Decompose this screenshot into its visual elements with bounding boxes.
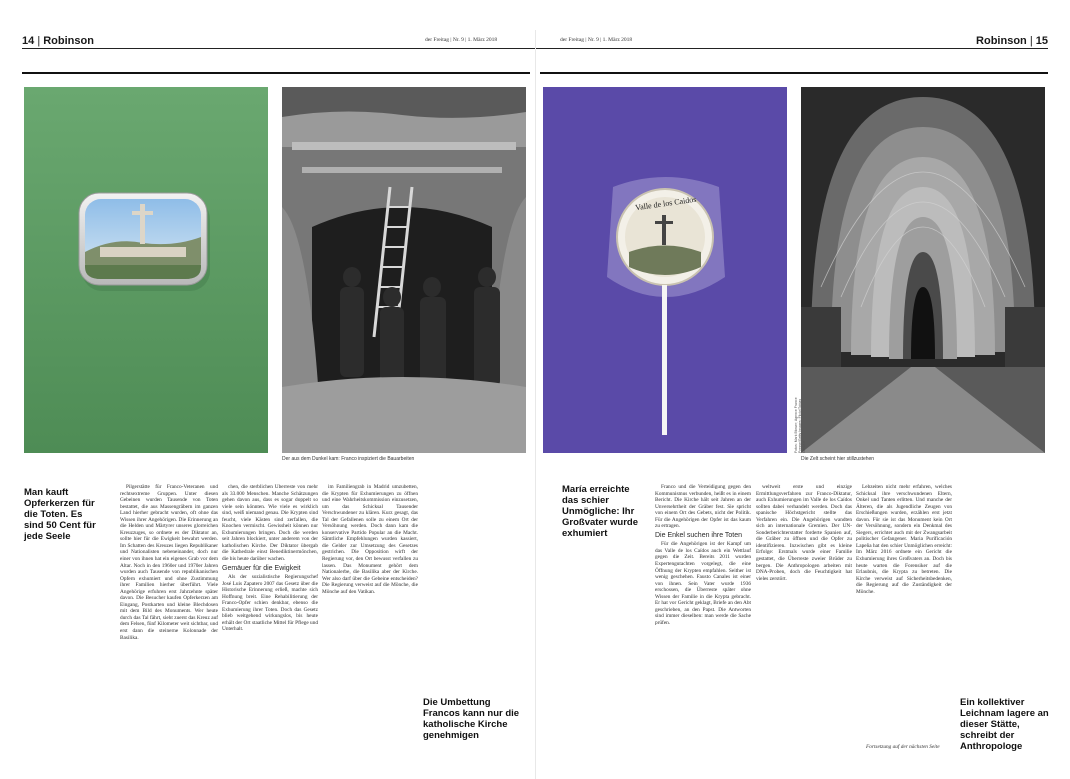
subhead-gemaeuer: Gemäuer für die Ewigkeit [222,564,301,572]
basilica-caption: Die Zelt scheint hier stillzustehen [801,456,875,462]
headline-anthropologe: Ein kollektiver Leichnam lagere an dieser Stätte, schreibt der Anthropologe [960,697,1049,752]
article-column-1 [120,484,218,754]
lollipop-photo [543,87,787,453]
franco-inspection-illustration [282,87,526,453]
right-heavy-rule [540,72,1048,74]
article-column-5 [756,484,852,754]
article-column-6 [856,484,952,742]
left-section-name: Robinson [43,35,94,47]
column-2b-text: Als der sozialistische Regierungschef José Luis Zapatero 2007 das Gesetz über die Historische Erinnerung erließ, machte sich Hoffnung breit. Eine Rehabilitierung der Franco-Opfer schien denkbar, ebenso die Exhumierung ihrer Toten. Doch das Gesetz blieb weitgehend wirkungslos, bis heute erhält der Ort staatliche Mittel für Pflege und Unterhalt. [222,574,318,633]
basilica-illustration [801,87,1045,453]
tin-box-photo [24,87,268,453]
right-section-name: Robinson [976,35,1027,47]
basilica-photo [801,87,1045,453]
right-issue-line: der Freitag | Nr. 9 | 1. März 2018 [560,37,633,43]
column-4b-text: Für die Angehörigen ist der Kampf um das Valle de los Caídos auch ein Wettlauf gegen die Zeit. Bereits 2011 wurden Expertengutachten vorgelegt, die eine Öffnung der Krypten empfahlen. Seither ist wenig geschehen. Fausto Canales ist einer von ihnen. Sein Vater wurde 1936 erschossen, die Überreste später ohne Wissen der Familie in die Krypta gebracht. Er hat vor Gericht geklagt, Briefe an den Abt geschrieben, an den Papst. Die Antworten sind immer dieselben: man werde die Sache prüfen. [655,541,751,626]
column-6-text: Lebzeiten nicht mehr erfahren, welches Schicksal ihre verschwundenen Eltern, Onkel und Tanten erlitten. Und manche der Älteren, die als Jugendliche Zeugen von Erschießungen wurden, erzählen erst jetzt davon. Für sie ist das Monument kein Ort der Versöhnung, sondern ein Denkmal des Siegers, errichtet auch mit der Zwangsarbeit politischer Gefangener. Maria Purificación Lapeña hat den schier Unmöglichen erreicht: Im März 2016 ordnete ein Gericht die Exhumierung ihres Großvaters an. Doch bis heute warten die Forensiker auf die Erlaubnis, die Krypta zu betreten. Die Kirche verweist auf Sicherheitsbedenken, die Regierung auf die Zuständigkeit der Mönche. [856,484,952,595]
headline-opferkerzen: Man kauft Opferkerzen für die Toten. Es sind 50 Cent für jede Seele [24,487,96,542]
left-issue-line: der Freitag | Nr. 9 | 1. März 2018 [425,37,498,43]
subhead-enkel: Die Enkel suchen ihre Toten [655,531,743,539]
historic-photo [282,87,526,453]
continuation-note: Fortsetzung auf der nächsten Seite [866,744,940,750]
historic-photo-caption: Der aus dem Dunkel kam: Franco inspiziert die Bauarbeiten [282,456,415,462]
headline-maria: María erreichte das schier Unmögliche: Ihr Großvater wurde exhumiert [562,484,639,539]
right-page-header: Robinson | 15 [976,35,1048,47]
left-page-header: 14 | Robinson [22,35,94,47]
article-column-3 [322,484,418,754]
left-heavy-rule [22,72,530,74]
column-5-text: weltweit erste und einzige Ermittlungsverfahren zur Franco-Diktatur, auch Exhumierungen im Valle de los Caídos sollten dabei verhandelt werden. Doch das spanische Höchstgericht stellte das Verfahren ein. Die Angehörigen wandten sich an internationale Gremien. Der UN-Sonderberichterstatter forderte Spanien auf, die Gräber zu öffnen und die Opfer zu identifizieren. Inzwischen gibt es kleine Erfolge: Erstmals wurde einer Familie gestattet, die Überreste zweier Brüder zu bergen. Die Anthropologen arbeiten mit DNA-Proben, doch die Feuchtigkeit hat vieles zerstört. [756,484,852,582]
headline-umbettung: Die Umbettung Francos kann nur die katholische Kirche genehmigen [423,697,520,741]
photo-credit: Fotos: Mark Blower; Agence France Presse/Getty Images; Flickr/Tobias Gerbert [794,397,806,453]
column-4-text: Franco und die Verteidigung gegen den Kommunismus verbunden, heißt es in einem Bericht. Die Kirche hält seit Jahren an der Unversehrtheit der Gräber fest. Sie spricht von einem Ort des Gebets, nicht der Politik. Für die Angehörigen der Opfer ist das kaum zu ertragen. [655,484,751,530]
article-column-4 [655,484,751,754]
page-fold [535,30,536,779]
column-3-text: im Familiengrab in Madrid umzubetten, die Krypten für Exhumierungen zu öffnen und eine Wahrheitskommission einzusetzen, um das Schicksal Tausender Verschwundener zu klären. Kurz gesagt, das Tal der Gefallenen solle zu einem Ort der Versöhnung werden. Doch dann kam die konservative Partido Popular an die Macht. Sämtliche Empfehlungen wurden kassiert, die Gelder zur Umsetzung des Gesetzes gestrichen. Die Opposition wirft der Regierung vor, den Ort bewusst verfallen zu lassen. Das Monument gehört dem Nationalerbe, die Basilika aber der Kirche. Wer also darf über die Gebeine entscheiden? Die Regierung verweist auf die Mönche, die Mönche auf den Vatikan. [322,484,418,595]
column-1-text: Pilgerstätte für Franco-Veteranen und rechtsextreme Gruppen. Unter diesen Gebeinen wurden Tausende von Toten bestattet, die aus Massengräbern im ganzen Land hierher gebracht wurden, oft ohne das Wissen ihrer Angehörigen. Die Erinnerung an die Helden und Märtyrer unseres glorreichen Kreuzzuges, so ordnete es der Diktator an, sollte hier für die Ewigkeit bewahrt werden. Im Schatten des Kreuzes liegen Republikaner und Nationalisten nebeneinander, doch nur einer von ihnen hat ein eigenes Grab vor dem Altar. Noch in den 1960er und 1970er Jahren wurden auch Tausende von republikanischen Opfern exhumiert und ohne Zustimmung ihrer Familien hierher überführt. Viele Angehörige erfuhren erst Jahrzehnte später davon. Die Besucher kaufen Opferkerzen am Eingang, Postkarten und kleine Blechdosen mit dem Bild des Monuments. Wer heute durch das Tal fährt, sieht zuerst das Kreuz auf dem Felsen, fünf Kilometer weit sichtbar, und erst dann die steinerne Kolonnade der Basilika. [120,484,218,641]
lollipop-text: Valle de los Caidos [634,194,697,213]
right-page-number: 15 [1035,35,1048,47]
article-column-2 [222,484,318,754]
lollipop-illustration [543,87,787,453]
left-page-number: 14 [22,35,35,47]
column-2-text: chen, die sterblichen Überreste von mehr als 33.000 Menschen. Manche Schätzungen gehen davon aus, dass es sogar doppelt so viele sein könnten. Wie viele es wirklich sind, weiß niemand genau. Die Krypten sind feucht, viele Kästen sind zerfallen, die Knochen vermischt. Gewissheit können nur Exhumierungen bringen. Doch die werden seit Jahren blockiert, unter anderem von der katholischen Kirche. Der Diktator übergab die Kathedrale einst Benediktinermönchen, die bis heute darüber wachen. [222,484,318,563]
tin-box-illustration [24,87,268,453]
